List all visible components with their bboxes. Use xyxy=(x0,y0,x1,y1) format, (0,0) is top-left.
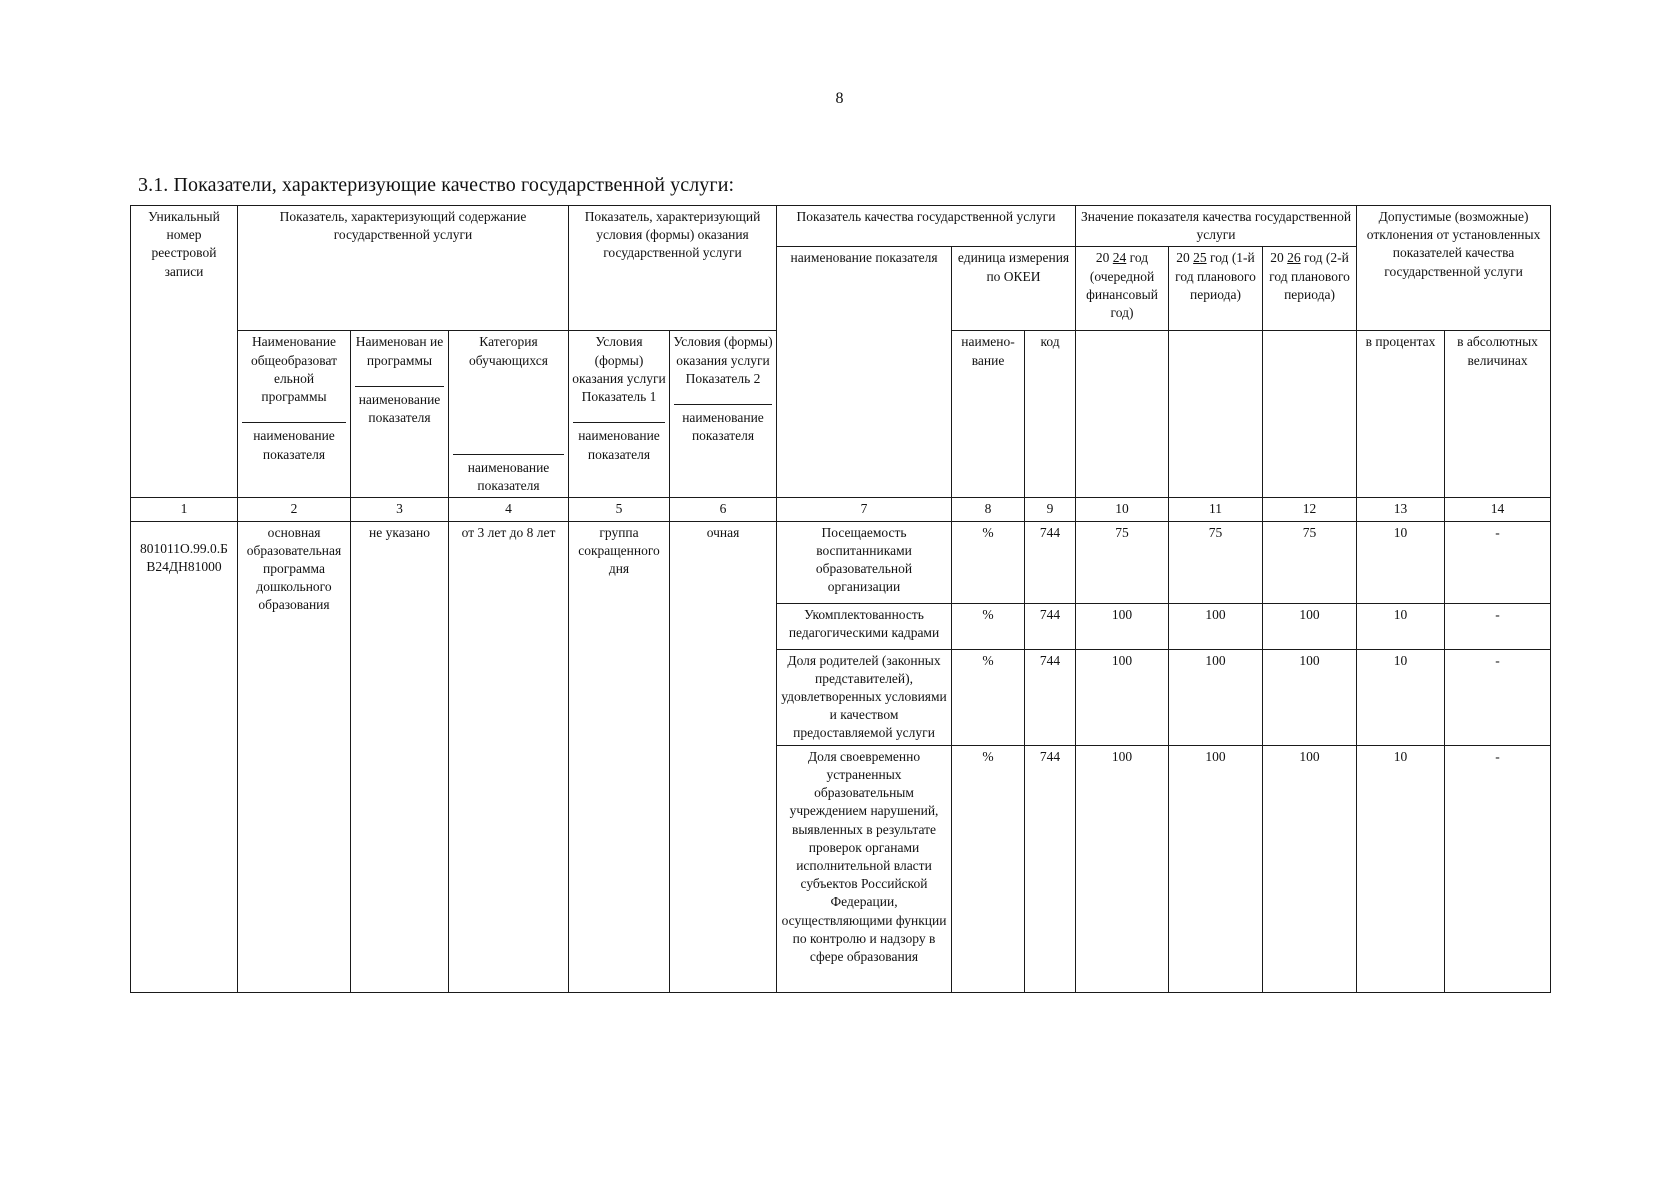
table-row xyxy=(131,521,1551,603)
percent-cell: 10 xyxy=(1357,521,1445,603)
value-2025-cell: 100 xyxy=(1169,603,1263,649)
header-quality-indicator: Показатель качества государственной услуги xyxy=(777,206,1076,247)
header-quality-value: Значение показателя качества государственной услуги xyxy=(1076,206,1357,247)
column-number: 11 xyxy=(1169,498,1263,521)
column-number: 3 xyxy=(351,498,449,521)
column-number: 14 xyxy=(1445,498,1551,521)
header-value-blank-3 xyxy=(1263,331,1357,498)
header-value-blank-1 xyxy=(1076,331,1169,498)
value-2026-cell: 100 xyxy=(1263,649,1357,745)
condition-2-cell: очная xyxy=(670,521,777,992)
column-number: 12 xyxy=(1263,498,1357,521)
program-name-cell: основная образовательная программа дошкольного образования xyxy=(238,521,351,992)
condition-1-cell: группа сокращенного дня xyxy=(569,521,670,992)
header-registry-number: Уникальный номер реестровой записи xyxy=(131,206,238,498)
indicator-name-cell: Посещаемость воспитанниками образовательной организации xyxy=(777,521,952,603)
value-2025-cell: 100 xyxy=(1169,649,1263,745)
header-program: Наименован ие программы наименование показателя xyxy=(351,331,449,498)
header-condition-1: Условия (формы) оказания услуги Показатель 1 наименование показателя xyxy=(569,331,670,498)
indicator-name-cell: Доля своевременно устраненных образовательным учреждением нарушений, выявленных в результате проверок органами исполнительной власти субъектов Российской Федерации, осуществляющими функции по контролю и надзору в сфере образования xyxy=(777,745,952,992)
sub-indicator-name: наименование показателя xyxy=(253,428,335,462)
header-deviations: Допустимые (возможные) отклонения от установленных показателей качества государственной услуги xyxy=(1357,206,1551,331)
unit-cell: % xyxy=(952,521,1025,603)
value-2026-cell: 100 xyxy=(1263,603,1357,649)
header-unit-code: код xyxy=(1025,331,1076,498)
header-year-2025: 20 25 год (1-й год планового периода) xyxy=(1169,247,1263,331)
header-year-2026: 20 26 год (2-й год планового периода) xyxy=(1263,247,1357,331)
unit-cell: % xyxy=(952,603,1025,649)
value-2026-cell: 75 xyxy=(1263,521,1357,603)
header-year-2024: 20 24 год (очередной финансовый год) xyxy=(1076,247,1169,331)
value-2026-cell: 100 xyxy=(1263,745,1357,992)
code-cell: 744 xyxy=(1025,745,1076,992)
indicator-name-cell: Доля родителей (законных представителей), удовлетворенных условиями и качеством предоставляемой услуги xyxy=(777,649,952,745)
header-unit-name: наимено- вание xyxy=(952,331,1025,498)
registry-number-cell: 801011О.99.0.Б В24ДН81000 xyxy=(131,521,238,992)
value-2024-cell: 100 xyxy=(1076,603,1169,649)
header-program-name: Наименование общеобразоват ельной программы наименование показателя xyxy=(238,331,351,498)
column-number: 6 xyxy=(670,498,777,521)
column-number: 13 xyxy=(1357,498,1445,521)
percent-cell: 10 xyxy=(1357,745,1445,992)
absolute-cell: - xyxy=(1445,603,1551,649)
indicator-name-cell: Укомплектованность педагогическими кадрами xyxy=(777,603,952,649)
column-number: 10 xyxy=(1076,498,1169,521)
column-number: 4 xyxy=(449,498,569,521)
header-condition-2: Условия (формы) оказания услуги Показатель 2 наименование показателя xyxy=(670,331,777,498)
header-indicator-name: наименование показателя xyxy=(777,247,952,498)
value-2024-cell: 75 xyxy=(1076,521,1169,603)
sub-indicator-name: наименование показателя xyxy=(578,428,660,462)
section-title: 3.1. Показатели, характеризующие качество государственной услуги: xyxy=(138,174,735,196)
column-number: 1 xyxy=(131,498,238,521)
page-number: 8 xyxy=(835,90,844,107)
value-2024-cell: 100 xyxy=(1076,745,1169,992)
header-okei-unit: единица измерения по ОКЕИ xyxy=(952,247,1076,331)
header-value-blank-2 xyxy=(1169,331,1263,498)
code-cell: 744 xyxy=(1025,521,1076,603)
value-2025-cell: 100 xyxy=(1169,745,1263,992)
sub-indicator-name: наименование показателя xyxy=(358,391,441,426)
absolute-cell: - xyxy=(1445,745,1551,992)
sub-indicator-name: наименование показателя xyxy=(467,459,550,494)
percent-cell: 10 xyxy=(1357,649,1445,745)
column-number: 7 xyxy=(777,498,952,521)
column-number: 2 xyxy=(238,498,351,521)
header-content-indicator: Показатель, характеризующий содержание государственной услуги xyxy=(238,206,569,331)
column-number: 5 xyxy=(569,498,670,521)
percent-cell: 10 xyxy=(1357,603,1445,649)
header-category: Категория обучающихся наименование показателя xyxy=(449,331,569,498)
unit-cell: % xyxy=(952,649,1025,745)
header-absolute: в абсолютных величинах xyxy=(1445,331,1551,498)
value-2025-cell: 75 xyxy=(1169,521,1263,603)
code-cell: 744 xyxy=(1025,603,1076,649)
code-cell: 744 xyxy=(1025,649,1076,745)
category-cell: от 3 лет до 8 лет xyxy=(449,521,569,992)
sub-indicator-name: наименование показателя xyxy=(682,410,764,444)
value-2024-cell: 100 xyxy=(1076,649,1169,745)
header-percent: в процентах xyxy=(1357,331,1445,498)
absolute-cell: - xyxy=(1445,649,1551,745)
program-cell: не указано xyxy=(351,521,449,992)
unit-cell: % xyxy=(952,745,1025,992)
header-conditions-indicator: Показатель, характеризующий условия (формы) оказания государственной услуги xyxy=(569,206,777,331)
column-number: 9 xyxy=(1025,498,1076,521)
quality-indicators-table xyxy=(130,205,1551,993)
absolute-cell: - xyxy=(1445,521,1551,603)
column-number: 8 xyxy=(952,498,1025,521)
